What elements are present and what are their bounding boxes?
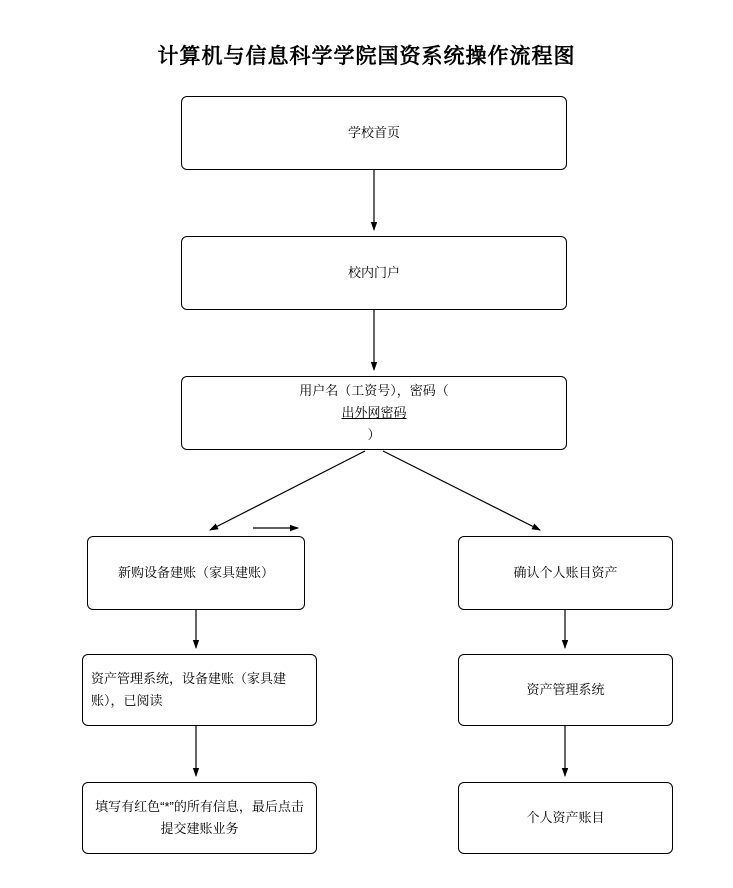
node-confirm-personal-assets[interactable]: [458, 536, 673, 610]
node-new-equipment-account[interactable]: [87, 536, 305, 610]
connector-login-to-new-equipment: [210, 451, 365, 530]
node-personal-asset-ledger-label: 个人资产账目: [526, 810, 605, 825]
page-title: 计算机与信息科学学院国资系统操作流程图: [157, 43, 576, 68]
node-fill-required-fields-label: 填写有红色“*”的所有信息，最后点击提交建账业务: [95, 799, 304, 836]
node-school-homepage[interactable]: [181, 96, 567, 170]
node-asset-system[interactable]: [458, 654, 673, 726]
node-asset-system-read[interactable]: [82, 654, 317, 726]
connector-login-to-confirm-assets: [383, 451, 540, 530]
node-confirm-personal-assets-label: 确认个人账目资产: [513, 565, 618, 580]
node-campus-portal-label: 校内门户: [347, 265, 400, 280]
node-asset-system-read-label: 资产管理系统，设备建账（家具建账），已阅读: [91, 671, 287, 708]
node-campus-portal[interactable]: [181, 236, 567, 310]
node-asset-system-label: 资产管理系统: [526, 682, 605, 697]
node-new-equipment-account-label: 新购设备建账（家具建账）: [117, 565, 274, 580]
node-login-credentials[interactable]: [181, 376, 567, 450]
node-login-credentials-label: 用户名（工资号），密码（ 出外网密码 ）: [190, 380, 558, 446]
underlined-text: 出外网密码: [341, 405, 407, 420]
node-personal-asset-ledger[interactable]: [458, 782, 673, 854]
node-school-homepage-label: 学校首页: [347, 125, 400, 140]
node-fill-required-fields[interactable]: [82, 782, 317, 854]
